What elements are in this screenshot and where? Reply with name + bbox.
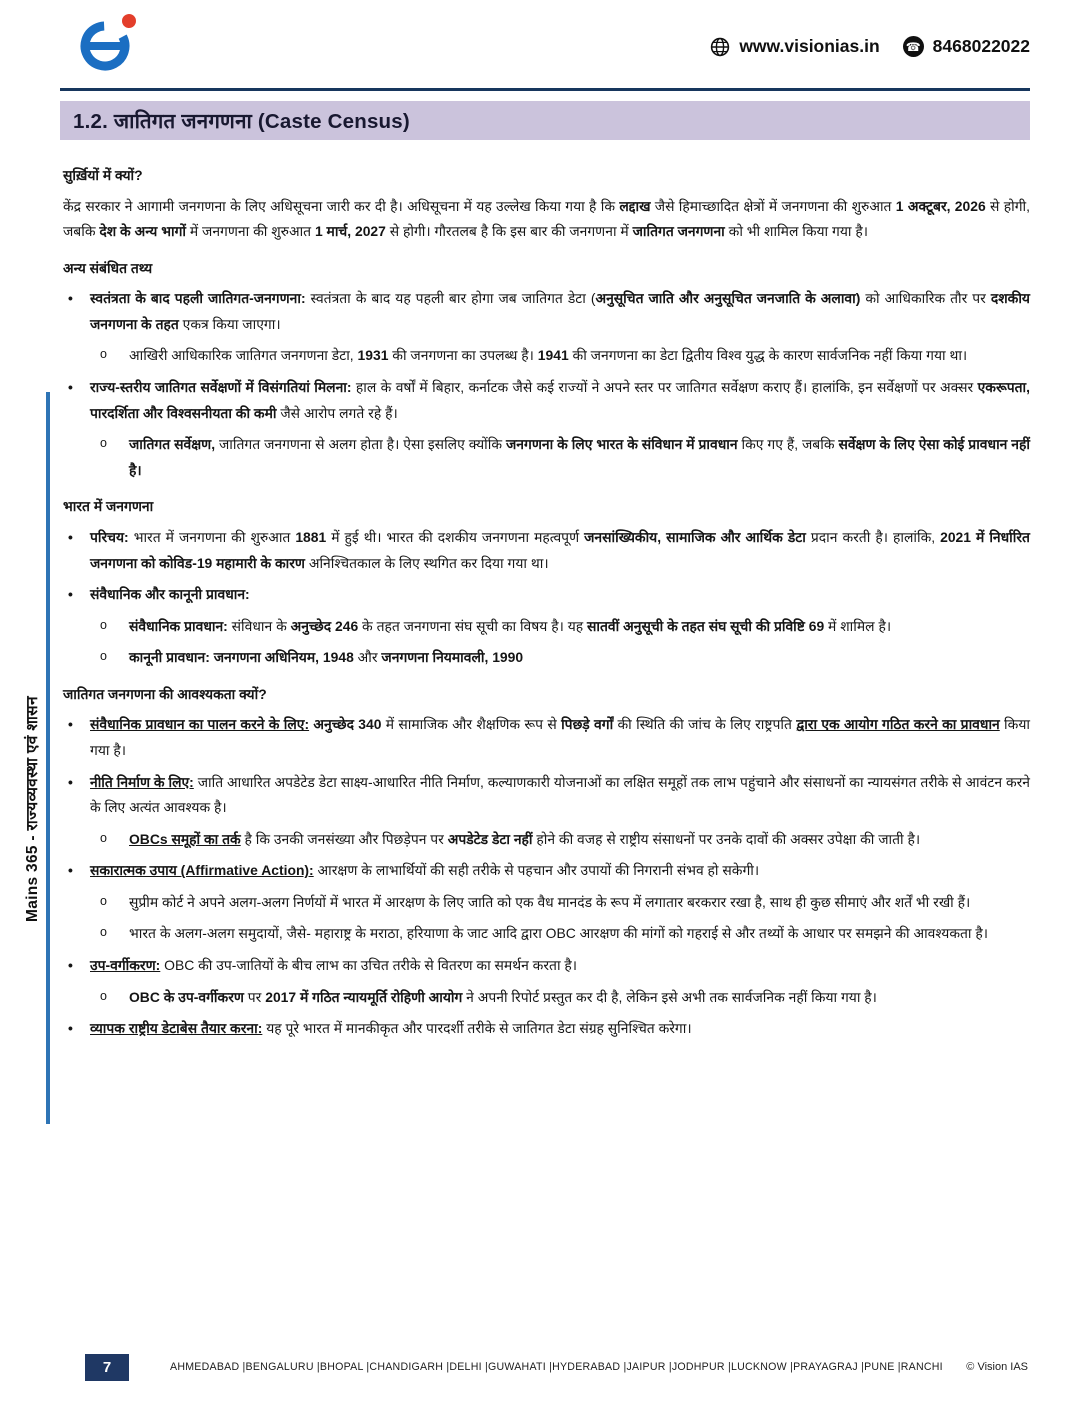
circle-bullet-icon: o (100, 988, 107, 1003)
text-run: को भी शामिल किया गया है। (724, 223, 868, 240)
bullet-dot-icon: • (68, 1020, 73, 1037)
text-run: OBCs समूहों का तर्क (129, 830, 241, 847)
phone-number: 8468022022 (932, 36, 1030, 56)
circle-bullet-icon: o (100, 925, 107, 940)
text-run: पर (243, 988, 266, 1005)
text-run: आखिरी आधिकारिक जातिगत जनगणना डेटा, (129, 347, 358, 364)
text-run: भारत में जनगणना की शुरुआत (128, 528, 296, 545)
text-run: पिछड़े वर्गों (561, 716, 614, 733)
text-run: 1 मार्च, 2027 (314, 223, 386, 240)
sub-bullet-item (63, 614, 1030, 640)
text-run: की जनगणना का डेटा द्वितीय विश्व युद्ध के कारण सार्वजनिक नहीं किया गया था। (568, 347, 968, 364)
text-run: संवैधानिक प्रावधान: (129, 617, 228, 634)
text-run: व्यापक राष्ट्रीय डेटाबेस तैयार करना: (90, 1020, 263, 1037)
bullet-dot-icon: • (68, 586, 73, 603)
text-run: सुप्रीम कोर्ट ने अपने अलग-अलग निर्णयों में भारत में आरक्षण के लिए जाति को एक वैध मानदंड के रूप में लगातार बरकरार रखा है, साथ ही कुछ सीमाएं और शर्तें भी रखी हैं। (129, 893, 971, 910)
bullet-item (63, 953, 1030, 979)
text-run: से होगी, जबकि (63, 197, 1030, 240)
text-run: जनसांख्यिकीय, सामाजिक और आर्थिक डेटा (584, 528, 806, 545)
sub-bullet-item (63, 890, 1030, 916)
text-run: एकरूपता, पारदर्शिता और विश्वसनीयता की कमी (90, 379, 1031, 421)
text-run: लद्दाख (619, 197, 651, 214)
text-run: किया गया है। (90, 716, 1030, 758)
visionias-logo (76, 8, 140, 78)
bullet-item (63, 582, 1030, 608)
page-header (709, 36, 1030, 57)
text-run: सर्वेक्षण के लिए ऐसा कोई प्रावधान नहीं है। (129, 436, 1030, 478)
phone-icon: ☎ (903, 36, 924, 57)
text-run: नीति निर्माण के लिए: (90, 773, 194, 790)
footer-copyright: © Vision IAS (966, 1361, 1028, 1373)
bullet-item (63, 770, 1030, 821)
text-run: की जनगणना का उपलब्ध है। (388, 347, 538, 364)
sub-bullet-item (63, 645, 1030, 671)
left-accent-line (46, 392, 50, 1124)
text-run: 1881 (295, 528, 327, 545)
text-run: दशकीय जनगणना के तहत (90, 290, 1030, 332)
text-run: 2021 में निर्धारित जनगणना को कोविड-19 महामारी के कारण (90, 528, 1030, 571)
section-heading (63, 163, 1030, 189)
text-run: संवैधानिक प्रावधान का पालन करने के लिए: (90, 716, 310, 733)
text-run: किए गए हैं, जबकि (737, 436, 839, 453)
text-run: अनिश्चितकाल के लिए स्थगित कर दिया गया था। (304, 554, 549, 571)
text-run: जनगणना अधिनियम, 1948 (213, 649, 354, 666)
text-run: की स्थिति की जांच के लिए राष्ट्रपति (613, 716, 797, 733)
text-run: आरक्षण के लाभार्थियों की सही तरीके से पहचान और उपायों की निगरानी संभव हो सकेगी। (313, 862, 760, 879)
section-title-bar (60, 101, 1030, 140)
text-run: केंद्र सरकार ने आगामी जनगणना के लिए अधिसूचना जारी कर दी है। अधिसूचना में यह उल्लेख किया गया है कि (63, 197, 620, 214)
text-run: जाति आधारित अपडेटेड डेटा साक्ष्य-आधारित नीति निर्माण, कल्याणकारी योजनाओं का लक्षित समूहों तक लाभ पहुंचाने और संसाधनों का न्यायसंगत तरीके से आवंटन करने के लिए अत्यंत आवश्यक है। (90, 773, 1030, 816)
text-run: संवैधानिक और कानूनी प्रावधान: (90, 586, 250, 603)
text-run: में सामाजिक और शैक्षणिक रूप से (381, 716, 562, 733)
website-url: www.visionias.in (739, 36, 880, 56)
footer-cities: AHMEDABAD |BENGALURU |BHOPAL |CHANDIGARH |DELHI |GUWAHATI |HYDERABAD |JAIPUR |JODHPUR |LUCKNOW |PRAYAGRAJ |PUNE |RANCHI (170, 1361, 943, 1373)
text-run: स्वतंत्रता के बाद यह पहली बार होगा जब जातिगत डेटा ( (305, 290, 596, 307)
circle-bullet-icon: o (100, 830, 107, 845)
sub-bullet-item (63, 827, 1030, 853)
bullet-item (63, 286, 1030, 337)
text-run: कानूनी प्रावधान: (129, 649, 210, 666)
bullet-dot-icon: • (68, 716, 73, 733)
text-run: के तहत जनगणना संघ सूची का विषय है। यह (358, 617, 588, 634)
sub-bullet-item (63, 432, 1030, 483)
text-run: भारत के अलग-अलग समुदायों, जैसे- महाराष्ट्र के मराठा, हरियाणा के जाट आदि द्वारा OBC आरक्षण की मांगों को गहराई से और तथ्यों के आधार पर समझने की आवश्यकता है। (129, 925, 989, 942)
circle-bullet-icon: o (100, 649, 107, 664)
bullet-dot-icon: • (68, 773, 73, 790)
text-run: है कि उनकी जनसंख्या और पिछड़ेपन पर (240, 830, 448, 847)
bullet-dot-icon: • (68, 957, 73, 974)
text-run: जातिगत जनगणना (632, 223, 725, 240)
text-run: में जनगणना की शुरुआत (186, 223, 315, 240)
text-run: उप-वर्गीकरण: (90, 957, 161, 974)
text-run: स्वतंत्रता के बाद पहली जातिगत-जनगणना: (90, 290, 306, 307)
text-run: और (353, 649, 382, 666)
text-run: 1 अक्टूबर, 2026 (895, 197, 986, 214)
sub-bullet-item (63, 343, 1030, 369)
circle-bullet-icon: o (100, 617, 107, 632)
text-run: को आधिकारिक तौर पर (860, 290, 991, 307)
text-run: में हुई थी। भारत की दशकीय जनगणना महत्वपूर्ण (326, 528, 585, 545)
text-run: OBC के उप-वर्गीकरण (129, 988, 244, 1005)
section-heading (63, 494, 1030, 520)
bullet-item (63, 858, 1030, 884)
text-run: परिचय: (90, 528, 129, 545)
text-run: अन्य संबंधित तथ्य (63, 259, 153, 276)
text-run: प्रदान करती है। हालांकि, (805, 528, 941, 545)
text-run: सकारात्मक उपाय (Affirmative Action): (90, 862, 314, 879)
page-number: 7 (85, 1354, 129, 1381)
text-run: जातिगत जनगणना की आवश्यकता क्यों? (63, 685, 267, 702)
circle-bullet-icon: o (100, 347, 107, 362)
text-run: में शामिल है। (824, 617, 892, 634)
text-run: अनुच्छेद 246 (290, 617, 359, 634)
text-run: द्वारा एक आयोग गठित करने का प्रावधान (796, 716, 1000, 733)
text-run: सुर्ख़ियों में क्यों? (63, 167, 143, 183)
text-run: एकत्र किया जाएगा। (178, 315, 281, 332)
sidebar-vertical-label: Mains 365 - राज्यव्यवस्था एवं शासन (24, 696, 41, 922)
bullet-item (63, 525, 1030, 576)
bullet-dot-icon: • (68, 379, 73, 396)
text-run: भारत में जनगणना (63, 498, 154, 515)
text-run: जनगणना नियमावली, 1990 (381, 649, 524, 666)
text-run: यह पूरे भारत में मानकीकृत और पारदर्शी तरीके से जातिगत डेटा संग्रह सुनिश्चित करेगा। (262, 1020, 692, 1037)
sub-bullet-item (63, 985, 1030, 1011)
document-body (63, 152, 1030, 1048)
section-heading (63, 256, 1030, 282)
section-title: 1.2. जातिगत जनगणना (Caste Census) (73, 109, 410, 133)
bullet-item (63, 1016, 1030, 1042)
header-divider (60, 88, 1030, 91)
text-run: अनुच्छेद 340 (313, 716, 382, 733)
text-run: अनुसूचित जाति और अनुसूचित जनजाति के अलावा) (595, 290, 861, 307)
text-run: जनगणना के लिए भारत के संविधान में प्रावधान (505, 436, 738, 453)
text-run: जातिगत जनगणना से अलग होता है। ऐसा इसलिए क्योंकि (215, 436, 506, 453)
paragraph (63, 194, 1030, 245)
globe-icon (709, 36, 730, 57)
text-run: जातिगत सर्वेक्षण, (129, 436, 216, 453)
text-run: संविधान के (227, 617, 291, 634)
text-run: होने की वजह से राष्ट्रीय संसाधनों पर उनके दावों की अक्सर उपेक्षा की जाती है। (532, 830, 921, 847)
bullet-item (63, 375, 1030, 426)
bullet-dot-icon: • (68, 290, 73, 307)
text-run: ने अपनी रिपोर्ट प्रस्तुत कर दी है, लेकिन इसे अभी तक सार्वजनिक नहीं किया गया है। (462, 988, 877, 1005)
text-run: सातवीं अनुसूची के तहत संघ सूची की प्रविष्टि 69 (587, 617, 825, 634)
text-run: देश के अन्य भागों (99, 223, 186, 240)
sub-bullet-item (63, 921, 1030, 947)
text-run: OBC की उप-जातियों के बीच लाभ का उचित तरीके से वितरण का समर्थन करता है। (160, 957, 578, 974)
text-run: 1941 (537, 347, 569, 364)
text-run: से होगी। गौरतलब है कि इस बार की जनगणना में (385, 223, 633, 240)
circle-bullet-icon: o (100, 436, 107, 451)
text-run: हाल के वर्षों में बिहार, कर्नाटक जैसे कई राज्यों ने अपने स्तर पर जातिगत सर्वेक्षण कराए हैं। हालांकि, इन सर्वेक्षणों पर अक्सर (351, 379, 978, 396)
text-run: जैसे आरोप लगते रहे हैं। (276, 404, 398, 421)
text-run: राज्य-स्तरीय जातिगत सर्वेक्षणों में विसंगतियां मिलना: (90, 379, 352, 396)
text-run: जैसे हिमाच्छादित क्षेत्रों में जनगणना की शुरुआत (650, 197, 896, 214)
text-run: 1931 (357, 347, 389, 364)
bullet-dot-icon: • (68, 862, 73, 879)
bullet-dot-icon: • (68, 528, 73, 545)
text-run: अपडेटेड डेटा नहीं (447, 830, 533, 847)
section-heading (63, 682, 1030, 708)
bullet-item (63, 712, 1030, 763)
circle-bullet-icon: o (100, 893, 107, 908)
text-run: 2017 में गठित न्यायमूर्ति रोहिणी आयोग (265, 988, 463, 1005)
